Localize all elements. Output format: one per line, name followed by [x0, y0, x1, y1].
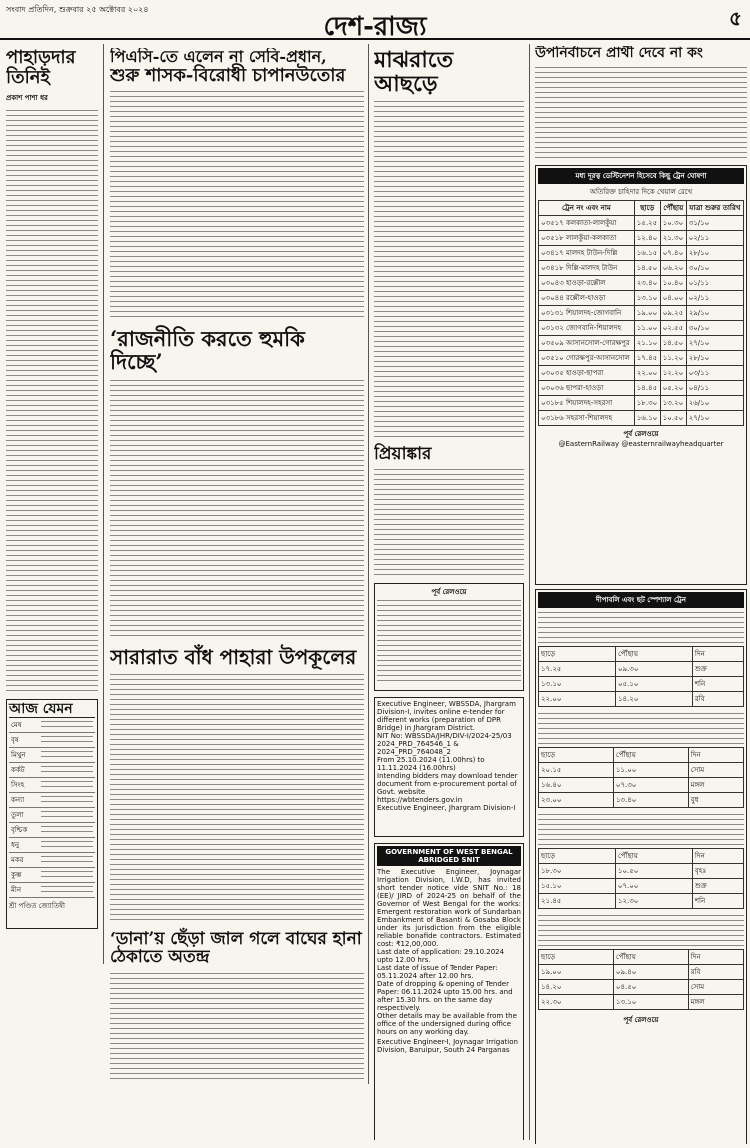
abridged-line: Other details may be available from the office of the undersigned during office hours on any working day. [377, 1012, 517, 1037]
horoscope-sign: মেষ [9, 718, 95, 733]
horoscope-sign: কন্যা [9, 793, 95, 808]
table-row: ২২.৩০ ১৩.১০ মঙ্গল [539, 995, 744, 1010]
dana-article-text [374, 99, 524, 439]
sebi-article-text [110, 89, 364, 319]
special-trains-title: দীপাবলি এবং ছট স্পেশ্যাল ট্রেন [538, 592, 744, 608]
table-row: ০৩১৩২ জোগবানি-শিয়ালদহ ১১.০০ ০২.৫৫ ৩০/১০ [539, 321, 744, 336]
tender-title: Executive Engineer, WBSSDA, Jhargram Division-I, invites online e-tender for different works (preparation of DPR Bridge) in Jhargram District. [377, 700, 516, 733]
railway-social: @EasternRailway @easternrailwayheadquarter [558, 440, 724, 449]
table-row: ছাড়ে পৌঁছায় দিন [539, 950, 744, 965]
train-announcement [535, 165, 747, 585]
horoscope-author: শ্রী পণ্ডিত জ্যোতিষী [9, 901, 65, 910]
masthead [0, 0, 750, 40]
left-headline: পাহাড়দার তিনিই [6, 48, 76, 88]
tender-site: https://wbtenders.gov.in [377, 796, 463, 805]
table-row: ১৯.০০ ০৯.৪০ রবি [539, 965, 744, 980]
special-train-table [538, 646, 744, 707]
horoscope-box [6, 699, 98, 929]
table-row: ছাড়ে পৌঁছায় দিন [539, 849, 744, 864]
left-kicker: প্রকাশ পাশা ধর [6, 93, 48, 102]
tender-signature: Executive Engineer, Jhargram Division-I [377, 804, 516, 813]
railway-notice-title: পূর্ব রেলওয়ে [431, 588, 467, 597]
page-number: ৫ [729, 6, 742, 30]
train-table-header: যাত্রা শুরুর তারিখ [686, 201, 743, 216]
left-article-text [6, 108, 98, 693]
railway-notice [374, 583, 524, 691]
horoscope-sign: মিথুন [9, 748, 95, 763]
table-row: ১৩.১০ ০৫.১০ শনি [539, 677, 744, 692]
section-title: দেশ-রাজ্য [323, 12, 427, 40]
embankment-article-text [110, 672, 364, 922]
horoscope-list [9, 718, 95, 898]
headline-congress: উপনির্বাচনে প্রার্থী দেবে না কং [535, 46, 703, 61]
table-row: ছাড়ে পৌঁছায় দিন [539, 647, 744, 662]
horoscope-sign: মকর [9, 853, 95, 868]
horoscope-title: আজ যেমন [9, 702, 95, 718]
horoscope-sign: বৃশ্চিক [9, 823, 95, 838]
abridged-signature: Executive Engineer-I, Joynagar Irrigation Division, Baruipur, South 24 Parganas [377, 1038, 518, 1055]
table-row: ০৩১৮৫ শিয়ালদহ-সহরসা ১৮.৩০ ১৩.২০ ২৬/১০ [539, 396, 744, 411]
special-train-table [538, 949, 744, 1010]
priyanka-article-text [374, 467, 524, 577]
horoscope-sign: ধনু [9, 838, 95, 853]
headline-priyanka: প্রিয়াঙ্কার [374, 444, 432, 465]
special-trains-text [538, 913, 744, 947]
abridged-text: The Executive Engineer, Joynagar Irrigation Division, I.W.D, has invited short tender notice vide SNIT No.: 18 (EE)/ JIRD of 2024-25 on behalf of the Governor of West Bengal for the works: Emergent restoration work of Sundarban Embankment of Basanti & Gosaba Block under its jurisdiction from the eligible reliable bonafide contractors. Estimated cost: ₹12,00,000. [377, 868, 521, 949]
train-table-body [539, 216, 744, 426]
horoscope-sign: তুলা [9, 808, 95, 823]
table-row: ০৩০৩৬ ছাপরা-হাওড়া ১৪.৪৫ ০৫.২০ ০৪/১১ [539, 381, 744, 396]
tender-memo: 2024_PRD_764546_1 & 2024_PRD_764048_2 [377, 740, 459, 757]
table-row: ২৩.০০ ১৩.৪০ বুধ [539, 793, 744, 808]
left-column [6, 48, 98, 968]
table-row: ২০.১৫ ১১.০০ সোম [539, 763, 744, 778]
headline-embankment: সারারাত বাঁধ পাহারা উপকূলের [110, 644, 357, 669]
headline-sebi: পিএসি-তে এলেন না সেবি-প্রধান, [110, 48, 327, 66]
table-row: ছাড়ে পৌঁছায় দিন [539, 748, 744, 763]
table-row: ২১.৪৫ ১২.৩০ শনি [539, 894, 744, 909]
headline-threat: ‘রাজনীতি করতে হুমকি দিচ্ছে’ [110, 326, 305, 375]
table-row: ০৩০৩৫ হাওড়া-ছাপরা ২২.০০ ১২.২০ ০৩/১১ [539, 366, 744, 381]
abridged-line: Date of dropping & opening of Tender Paper: 06.11.2024 upto 15.00 hrs. and after 15.30 hrs. on the same day respectively. [377, 980, 513, 1013]
train-title: মধ্য দূরত্ব ডেস্টিনেশন হিসেবে কিছু ট্রেন ঘোষণা [538, 168, 744, 184]
train-table [538, 200, 744, 426]
train-table-header: ছাড়ে [634, 201, 660, 216]
right-column [535, 46, 747, 1144]
table-row: ১৮.৩০ ১০.৫০ বৃহঃ [539, 864, 744, 879]
special-train-table [538, 848, 744, 909]
horoscope-sign: সিংহ [9, 778, 95, 793]
table-row: ০৩০৪৪ রক্সৌল-হাওড়া ১৩.১০ ০৪.০০ ০২/১১ [539, 291, 744, 306]
table-row: ১৫.১০ ০৭.০০ শুক্র [539, 879, 744, 894]
headline-sebi-2: শুরু শাসক-বিরোধী চাপানউতোর [110, 64, 346, 86]
festival-special-trains [535, 589, 747, 1144]
headline-tiger: ‘ডানা’য় ছেঁড়া জাল গলে বাঘের হানা ঠেকাতে অতন্দ্র [110, 928, 362, 968]
train-table-header: ট্রেন নং এবং নাম [539, 201, 635, 216]
horoscope-sign: মীন [9, 883, 95, 898]
table-row: ০৩৪১৭ মালদহ টাউন-দিল্লি ১৬.১৫ ০৭.৪০ ২৮/১০ [539, 246, 744, 261]
table-row: ০৩৪১৮ দিল্লি-মালদহ টাউন ১৪.৫০ ০৬.২০ ৩০/১০ [539, 261, 744, 276]
table-row: ০৩৫১৮ লালকুঁয়া-কলকাতা ১২.৪০ ২১.৩০ ০২/১১ [539, 231, 744, 246]
tender-note: Intending bidders may download tender document from e-procurement portal of Govt. website [377, 772, 518, 797]
middle-column [374, 48, 524, 1140]
abridged-title: GOVERNMENT OF WEST BENGAL ABRIDGED SNIT [377, 846, 521, 866]
table-row: ০৩০৪৩ হাওড়া-রক্সৌল ২৩.৪০ ১০.৪০ ০১/১১ [539, 276, 744, 291]
table-row: ০৩৫১৭ কলকাতা-লালকুঁয়া ১৫.২৫ ১০.৩০ ৩১/১০ [539, 216, 744, 231]
table-row: ০৩৫০৯ আসানসোল-গোরক্ষপুর ২১.১০ ১৪.৫০ ২৭/১০ [539, 336, 744, 351]
horoscope-sign: বৃষ [9, 733, 95, 748]
tender-period: From 25.10.2024 (11.00hrs) to 11.11.2024 (16.00hrs) [377, 756, 485, 773]
abridged-line: Last date of issue of Tender Paper: 05.11.2024 after 12.00 hrs. [377, 964, 498, 981]
train-footer: পূর্ব রেলওয়ে [623, 430, 659, 439]
horoscope-sign: কুম্ভ [9, 868, 95, 883]
table-row: ১৪.২০ ০৪.৫০ সোম [539, 980, 744, 995]
tender-nit: NIT No: WBSSDA/JHR/DIV-I/2024-25/03 [377, 732, 512, 741]
headline-dana: মাঝরাতে আছড়ে [374, 48, 454, 98]
abridged-line: Last date of application: 29.10.2024 upto 12.00 hrs. [377, 948, 505, 965]
congress-article-text [535, 65, 747, 161]
train-table-header: পৌঁছায় [660, 201, 686, 216]
special-trains-text [538, 711, 744, 745]
table-row: ১৬.৪০ ০৭.৩০ মঙ্গল [539, 778, 744, 793]
date-line: সংবাদ প্রতিদিন, শুক্রবার ২৫ অক্টোবর ২০২৪ [6, 5, 149, 14]
special-trains-footer: পূর্ব রেলওয়ে [623, 1016, 659, 1025]
tender-box [374, 697, 524, 837]
special-trains-text [538, 812, 744, 846]
table-row: ২২.০০ ১৪.২০ রবি [539, 692, 744, 707]
abridged-tender [374, 843, 524, 1140]
table-row: ০৩১৮৬ সহরসা-শিয়ালদহ ১৬.১০ ১০.৫০ ২৭/১০ [539, 411, 744, 426]
tiger-article-text [110, 971, 364, 1081]
special-trains-intro [538, 610, 744, 644]
threat-article-text [110, 378, 364, 638]
main-column [110, 48, 364, 1138]
special-train-table [538, 747, 744, 808]
horoscope-sign: কর্কট [9, 763, 95, 778]
train-subtitle: অতিরিক্ত চাহিদার দিকে খেয়াল রেখে [589, 188, 693, 197]
table-row: ০৩১৩১ শিয়ালদহ-জোগবানি ১৯.০০ ০৯.২৫ ২৯/১০ [539, 306, 744, 321]
table-row: ০৩৫১০ গোরক্ষপুর-আসানসোল ১৭.৪৫ ১১.২০ ২৮/১০ [539, 351, 744, 366]
railway-notice-text [377, 598, 521, 684]
table-row: ১৭.২৫ ০৯.৩০ শুক্র [539, 662, 744, 677]
